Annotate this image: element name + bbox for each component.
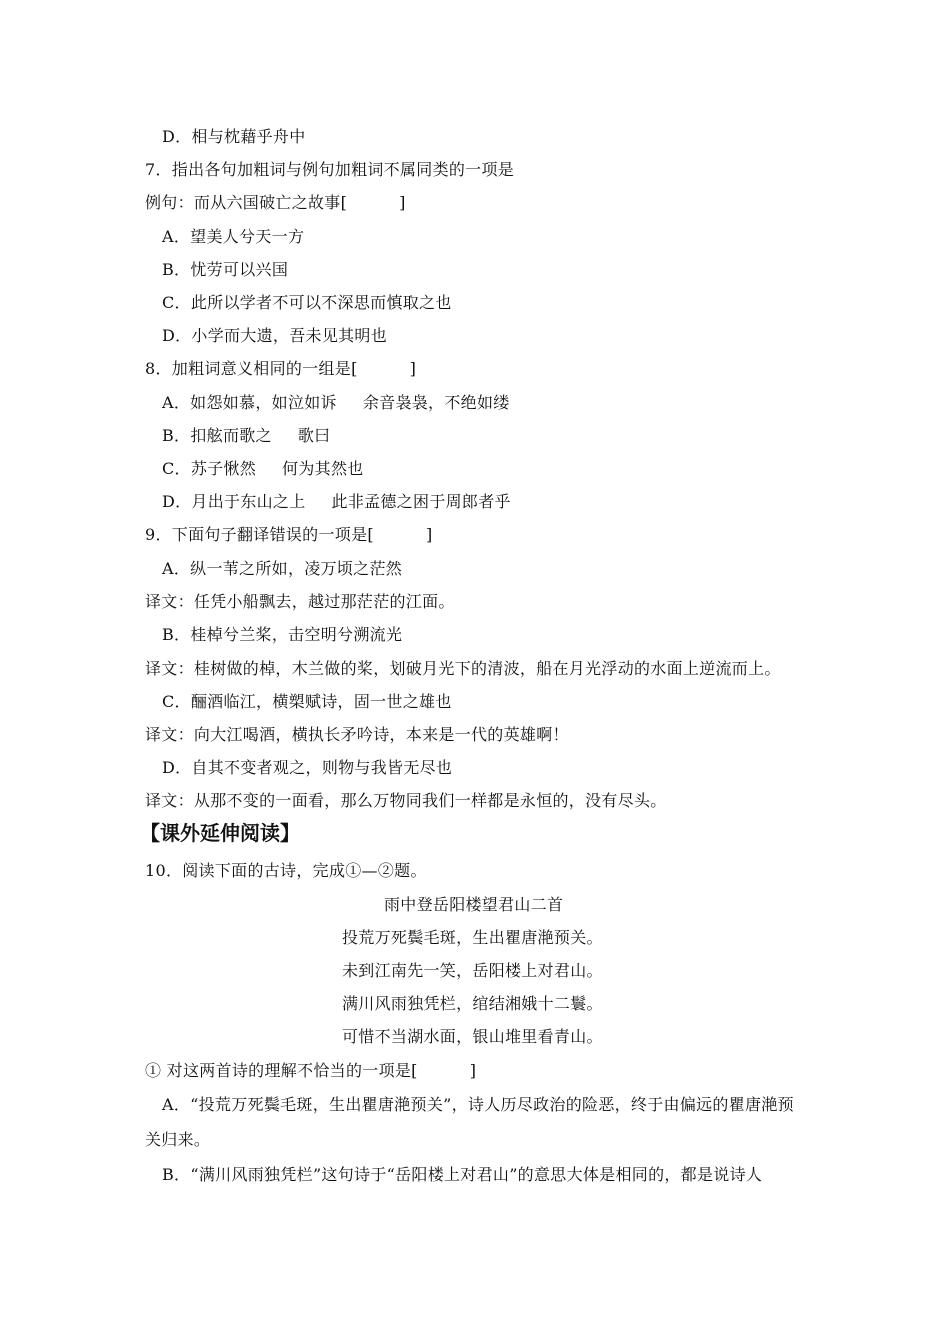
- q8-option-c-first: C．苏子愀然: [162, 459, 257, 478]
- q10-sub1-option-a-line2: 关归来。: [145, 1130, 211, 1149]
- q7-stem: 7．指出各句加粗词与例句加粗词不属同类的一项是: [145, 160, 515, 179]
- q10-stem: 10．阅读下面的古诗，完成①—②题。: [145, 861, 427, 880]
- q8-stem-text: 8．加粗词意义相同的一组是[: [145, 359, 358, 378]
- q9-option-c: C．酾酒临江，横槊赋诗，固一世之雄也: [162, 692, 452, 711]
- q7-option-b: B．忧劳可以兴国: [162, 260, 289, 279]
- q9-translation-b: 译文：桂树做的棹，木兰做的桨，划破月光下的清波，船在月光浮动的水面上逆流而上。: [145, 659, 781, 678]
- q8-option-b: [162, 425, 330, 447]
- q8-option-a-second: 余音袅袅，不绝如缕: [362, 393, 510, 412]
- poem-line-2: 未到江南先一笑，岳阳楼上对君山。: [342, 961, 603, 980]
- q9-bracket-close: ]: [425, 525, 433, 544]
- q10-sub1-bracket-close: ]: [469, 1061, 477, 1080]
- q10-sub1-option-b-line1: B．“满川风雨独凭栏”这句诗于“岳阳楼上对君山”的意思大体是相同的，都是说诗人: [162, 1165, 763, 1184]
- q9-stem-text: 9．下面句子翻译错误的一项是[: [145, 525, 374, 544]
- q8-option-c-second: 何为其然也: [282, 459, 364, 478]
- q7-option-a: A．望美人兮天一方: [162, 227, 305, 246]
- q7-example-text: 例句：而从六国破亡之故事[: [145, 193, 348, 212]
- poem-line-4: 可惜不当湖水面，银山堆里看青山。: [342, 1027, 603, 1046]
- q9-option-a: A．纵一苇之所如，凌万顷之茫然: [162, 559, 403, 578]
- q9-option-b: B．桂棹兮兰桨，击空明兮溯流光: [162, 625, 403, 644]
- q8-option-d: [162, 491, 511, 513]
- poem-title: 雨中登岳阳楼望君山二首: [384, 895, 564, 914]
- q8-option-c: [162, 458, 364, 480]
- q8-option-b-first: B．扣舷而歌之: [162, 426, 272, 445]
- q8-stem: [145, 358, 416, 380]
- q7-option-c: C．此所以学者不可以不深思而慎取之也: [162, 293, 452, 312]
- poem-line-1: 投荒万死鬓毛斑，生出瞿唐滟预关。: [342, 928, 603, 947]
- q8-option-d-second: 此非孟德之困于周郎者乎: [331, 492, 511, 511]
- q8-option-a-first: A．如怨如慕，如泣如诉: [162, 393, 337, 412]
- q9-translation-d: 译文：从那不变的一面看，那么万物同我们一样都是永恒的，没有尽头。: [145, 791, 667, 810]
- q8-option-b-second: 歌曰: [297, 426, 331, 445]
- q8-bracket-close: ]: [409, 359, 417, 378]
- q10-sub1-stem: [145, 1060, 476, 1082]
- q8-option-d-first: D．月出于东山之上: [162, 492, 306, 511]
- q7-example: [145, 192, 406, 214]
- q8-option-a: [162, 392, 510, 414]
- q6-option-d: D．相与枕藉乎舟中: [162, 127, 306, 146]
- q9-stem: [145, 524, 432, 546]
- section-heading: 【课外延伸阅读】: [140, 821, 300, 845]
- q10-sub1-stem-text: ① 对这两首诗的理解不恰当的一项是[: [145, 1061, 418, 1080]
- q9-translation-c: 译文：向大江喝酒，横执长矛吟诗，本来是一代的英雄啊！: [145, 725, 569, 744]
- q9-translation-a: 译文：任凭小船飘去，越过那茫茫的江面。: [145, 592, 455, 611]
- q10-sub1-option-a-line1: A．“投荒万死鬓毛斑，生出瞿唐滟预关”，诗人历尽政治的险恶，终于由偏远的瞿唐滟预: [162, 1095, 794, 1114]
- q9-option-d: D．自其不变者观之，则物与我皆无尽也: [162, 758, 453, 777]
- q7-bracket-close: ]: [399, 193, 406, 212]
- q7-option-d: D．小学而大遗，吾未见其明也: [162, 326, 388, 345]
- poem-line-3: 满川风雨独凭栏，绾结湘娥十二鬟。: [342, 994, 603, 1013]
